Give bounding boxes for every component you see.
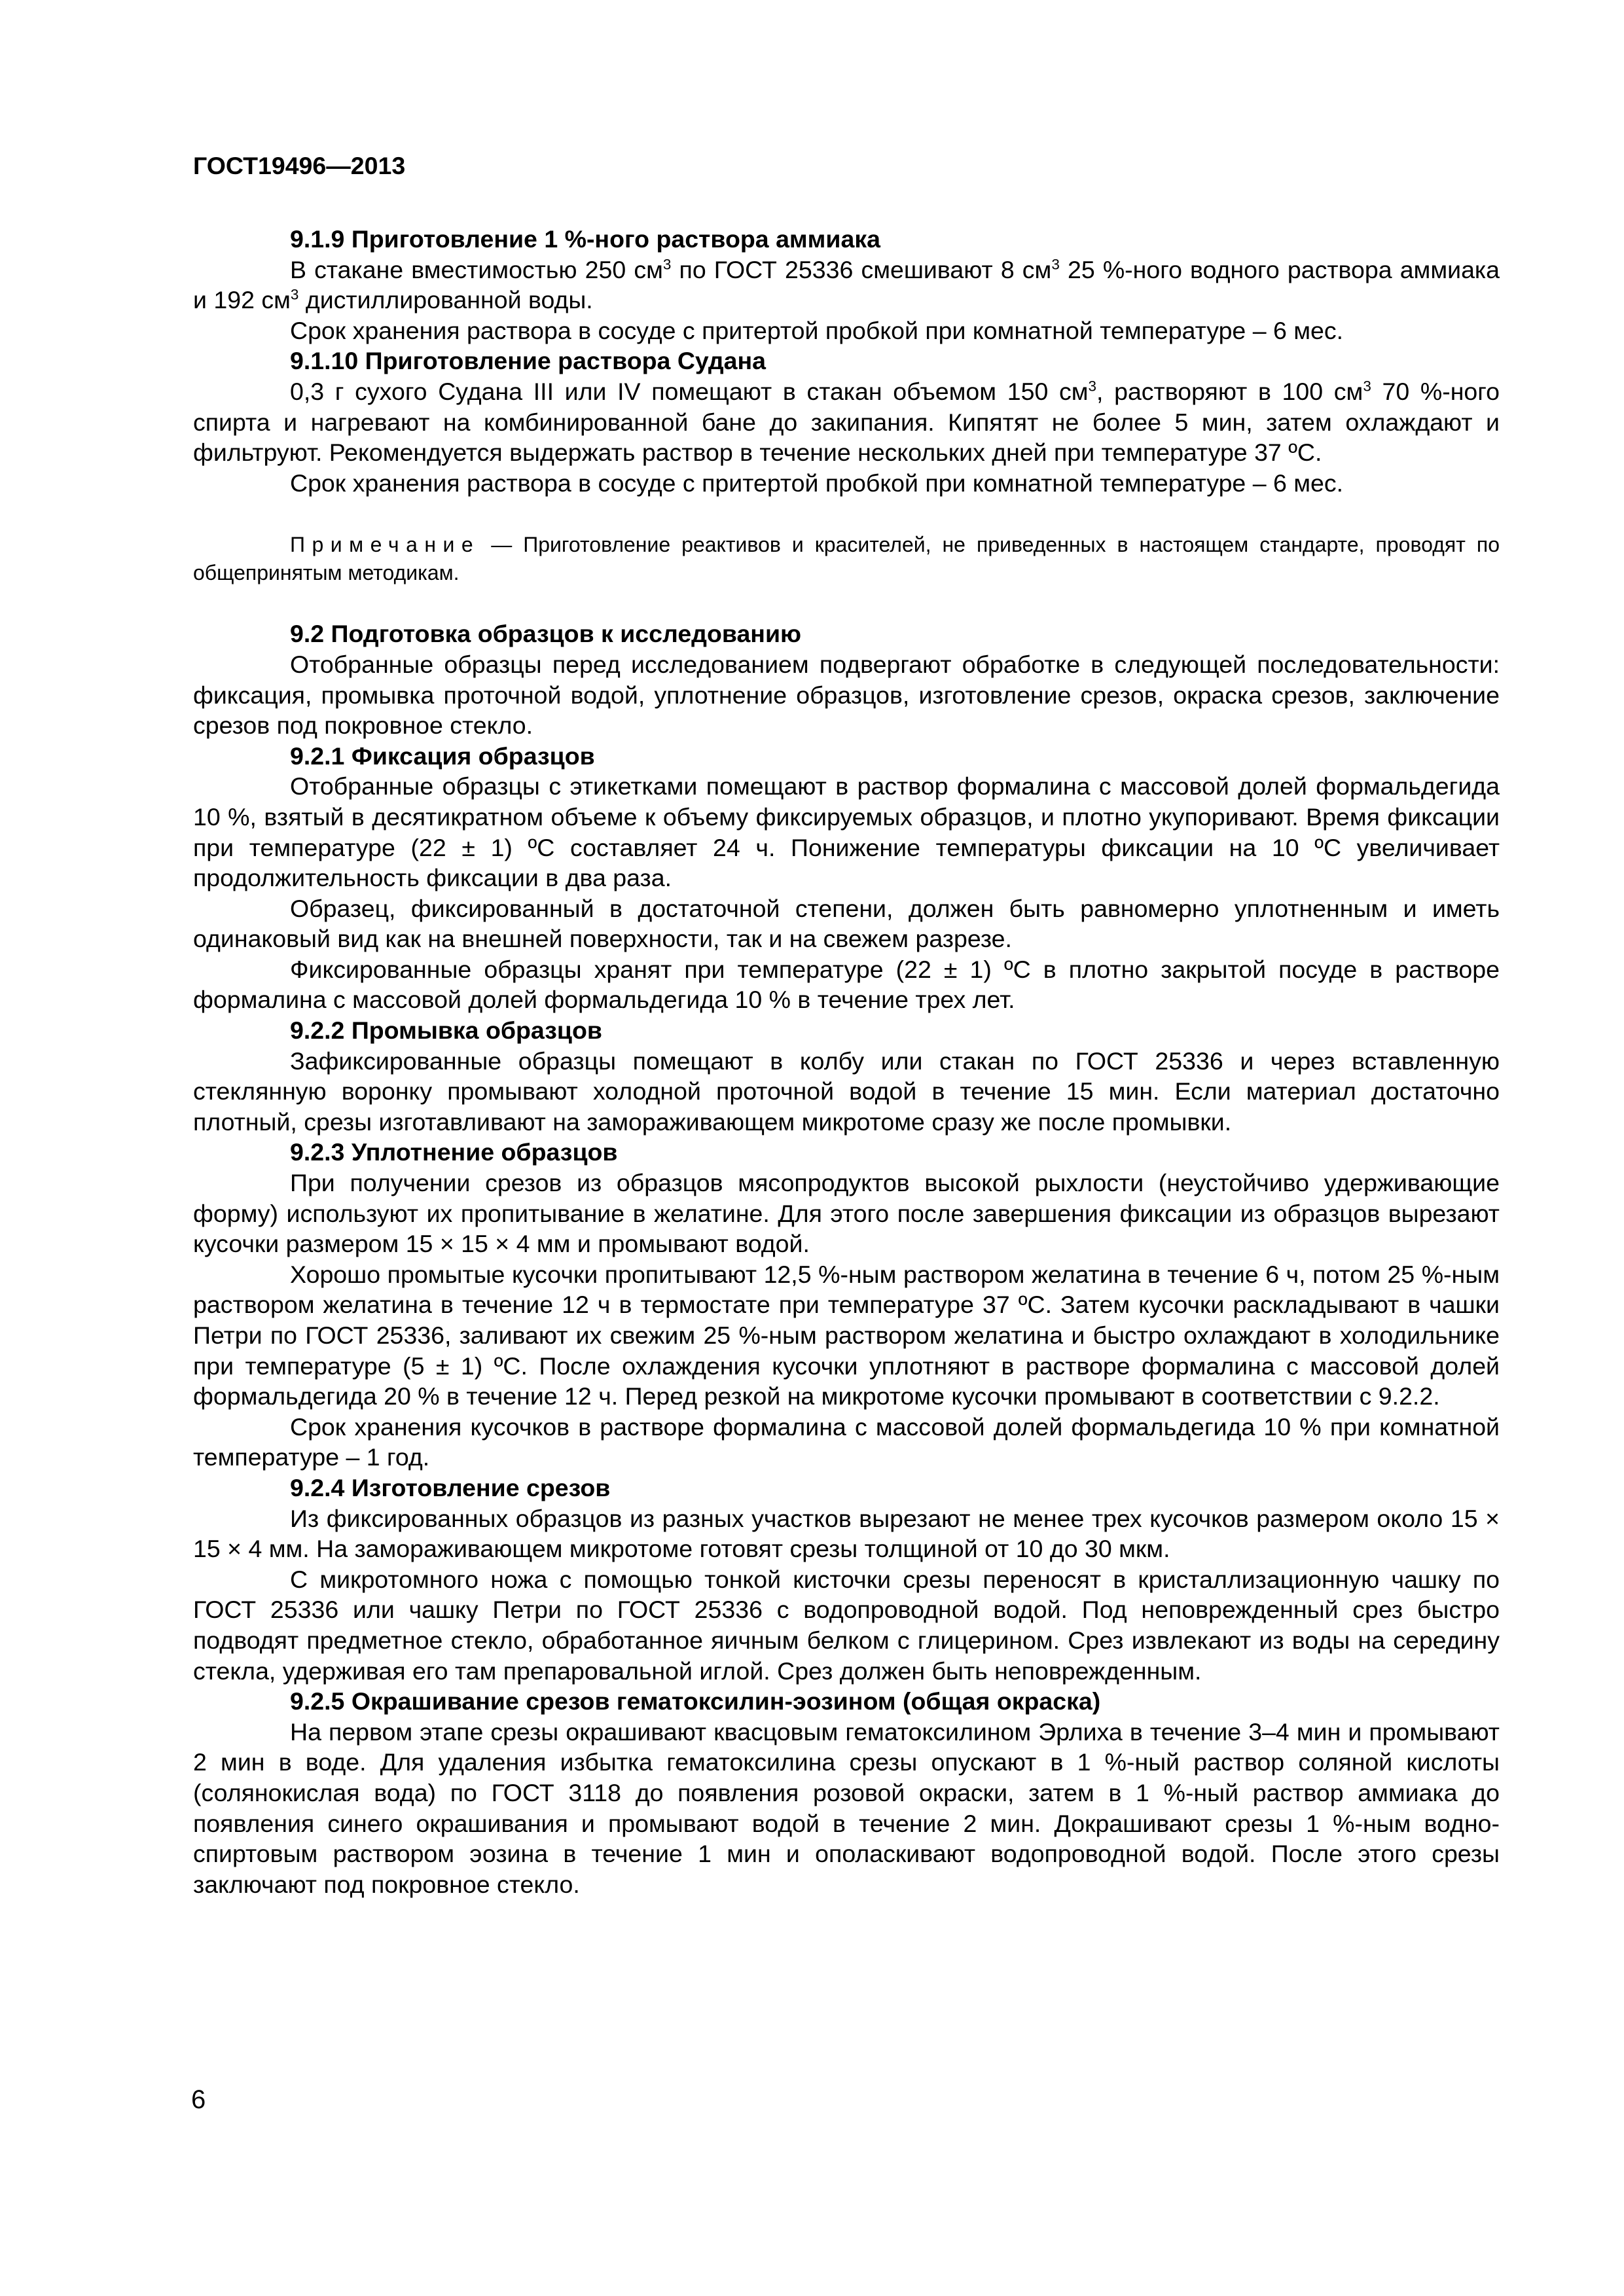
section-9-2-5-title: 9.2.5 Окрашивание срезов гематоксилин-эозином (общая окраска) — [290, 1687, 1101, 1715]
section-9-1-9-title: 9.1.9 Приготовление 1 %-ного раствора аммиака — [290, 225, 880, 253]
section-9-2-3-title: 9.2.3 Уплотнение образцов — [290, 1138, 618, 1166]
section-9-1-9-paragraph-1: В стакане вместимостью 250 $см^3$ по ГОСТ 25336 смешивают 8 $см^3$ 25 %-ного водного раствора аммиака и 192 $см^3$ дистиллированной воды. — [193, 255, 1500, 314]
section-9-2-3-paragraph-3: Срок хранения кусочков в растворе формалина с массовой долей формальдегида 10 % при комнатной температуре – 1 год. — [193, 1412, 1500, 1471]
section-9-2-3-paragraph-2: Хорошо промытые кусочки пропитывают 12,5 %-ным раствором желатина в течение 6 ч, потом 25 %-ным раствором желатина в течение 12 ч в термостате при температуре 37 ºС. Затем кусочки раскладывают в чашки Петри по ГОСТ 25336, заливают их свежим 25 %-ным раствором желатина и быстро охлаждают в холодильнике при температуре (5 ± 1) ºС. После охлаждения кусочки уплотняют в растворе формалина с массовой долей формальдегида 20 % в течение 12 ч. Перед резкой на микротоме кусочки промывают в соответствии с 9.2.2. — [193, 1260, 1500, 1410]
document-page — [193, 151, 1500, 1899]
section-9-2-1-paragraph-1: Отобранные образцы с этикетками помещают в раствор формалина с массовой долей формальдегида 10 %, взятый в десятикратном объеме к объему фиксируемых образцов, и плотно укупоривают. Время фиксации при температуре (22 ± 1) ºС составляет 24 ч. Понижение температуры фиксации на 10 ºС увеличивает продолжительность фиксации в два раза. — [193, 772, 1500, 892]
section-9-1-10-paragraph-2: Срок хранения раствора в сосуде с притертой пробкой при комнатной температуре – 6 мес. — [290, 469, 1344, 497]
note — [193, 531, 1500, 587]
section-9-2-2-title: 9.2.2 Промывка образцов — [290, 1016, 602, 1045]
section-9-2-paragraph-1: Отобранные образцы перед исследованием подвергают обработке в следующей последовательности: фиксация, промывка проточной водой, уплотнение образцов, изготовление срезов, окраска срезов, заключение срезов под покровное стекло. — [193, 650, 1500, 740]
note-label: Примечание — [290, 533, 480, 557]
section-9-2-4-paragraph-1: Из фиксированных образцов из разных участков вырезают не менее трех кусочков размером около 15 × 15 × 4 мм. На замораживающем микротоме готовят срезы толщиной от 10 до 30 мкм. — [193, 1504, 1500, 1563]
section-9-2-4-paragraph-2: С микротомного ножа с помощью тонкой кисточки срезы переносят в кристаллизационную чашку по ГОСТ 25336 или чашку Петри по ГОСТ 25336 с водопроводной водой. Под неповрежденный срез быстро подводят предметное стекло, обработанное яичным белком с глицерином. Срез извлекают из воды на середину стекла, удерживая его там препаровальной иглой. Срез должен быть неповрежденным. — [193, 1565, 1500, 1685]
note-text: — Приготовление реактивов и красителей, не приведенных в настоящем стандарте, проводят по общепринятым методикам. — [193, 533, 1500, 585]
section-9-2-5-paragraph-1: На первом этапе срезы окрашивают квасцовым гематоксилином Эрлиха в течение 3–4 мин и промывают 2 мин в воде. Для удаления избытка гематоксилина срезы опускают в 1 %-ный раствор соляной кислоты (солянокислая вода) по ГОСТ 3118 до появления розовой окраски, затем в 1 %-ный раствор аммиака до появления синего окрашивания и промывают водой в течение 2 мин. Докрашивают срезы 1 %-ным водно-спиртовым раствором эозина в течение 1 мин и ополаскивают водопроводной водой. После этого срезы заключают под покровное стекло. — [193, 1717, 1500, 1898]
document-header: ГОСТ19496—2013 — [193, 152, 406, 179]
section-9-2-1-paragraph-3: Фиксированные образцы хранят при температуре (22 ± 1) ºС в плотно закрытой посуде в растворе формалина с массовой долей формальдегида 10 % в течение трех лет. — [193, 955, 1500, 1014]
section-9-2-3-paragraph-1: При получении срезов из образцов мясопродуктов высокой рыхлости (неустойчиво удерживающие форму) используют их пропитывание в желатине. Для этого после завершения фиксации из образцов вырезают кусочки размером 15 × 15 × 4 мм и промывают водой. — [193, 1169, 1500, 1258]
section-9-1-10-title: 9.1.10 Приготовление раствора Судана — [290, 347, 766, 375]
section-9-2-4-title: 9.2.4 Изготовление срезов — [290, 1473, 611, 1501]
section-9-2-2-paragraph-1: Зафиксированные образцы помещают в колбу или стакан по ГОСТ 25336 и через вставленную стеклянную воронку промывают холодной проточной водой в течение 15 мин. Если материал достаточно плотный, срезы изготавливают на замораживающем микротоме сразу же после промывки. — [193, 1047, 1500, 1136]
section-9-2-1-title: 9.2.1 Фиксация образцов — [290, 742, 595, 770]
page-number: 6 — [191, 2085, 206, 2114]
section-9-1-10-paragraph-1: 0,3 г сухого Судана III или IV помещают в стакан объемом 150 $см^3$, растворяют в 100 $см^3$ 70 %-ного спирта и нагревают на комбинированной бане до закипания. Кипятят не более 5 мин, затем охлаждают и фильтруют. Рекомендуется выдержать раствор в течение нескольких дней при температуре 37 ºС. — [193, 377, 1500, 467]
section-9-2-1-paragraph-2: Образец, фиксированный в достаточной степени, должен быть равномерно уплотненным и иметь одинаковый вид как на внешней поверхности, так и на свежем разрезе. — [193, 894, 1500, 953]
section-9-1-9-paragraph-2: Срок хранения раствора в сосуде с притертой пробкой при комнатной температуре – 6 мес. — [290, 316, 1344, 344]
section-9-2-title: 9.2 Подготовка образцов к исследованию — [290, 620, 802, 648]
